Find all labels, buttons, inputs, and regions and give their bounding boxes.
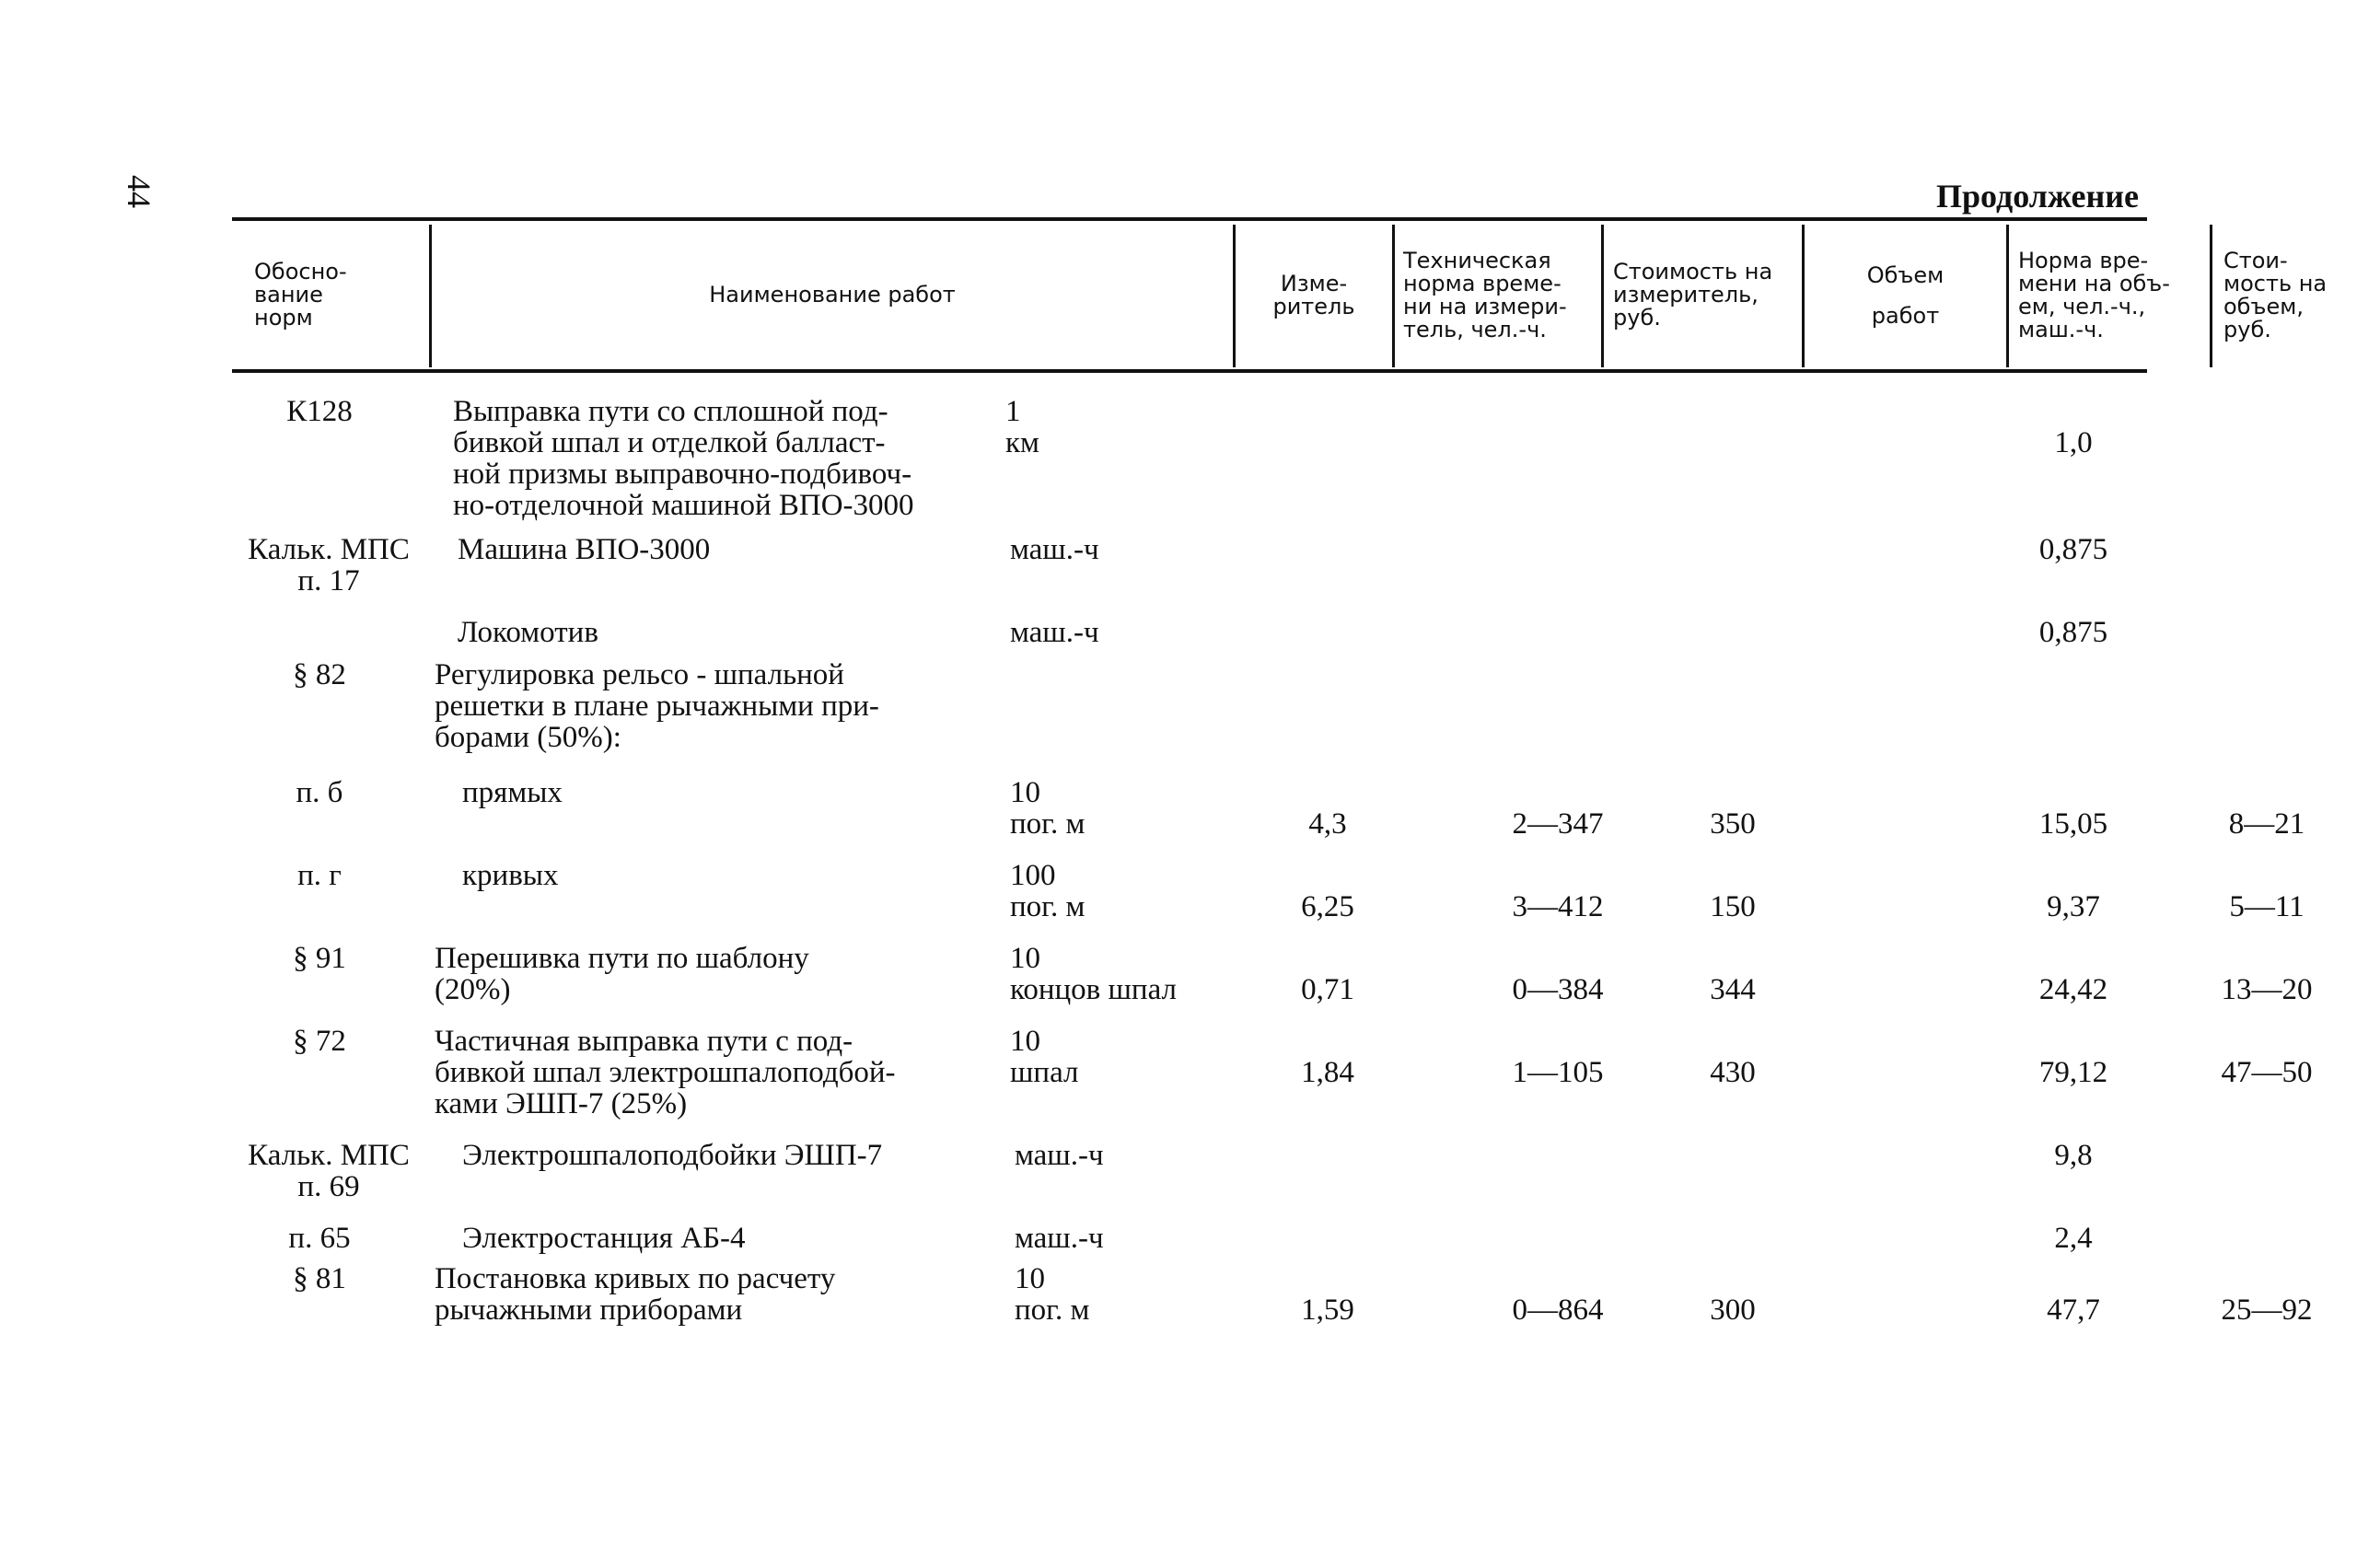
table-row	[232, 1262, 2313, 1346]
table-row	[232, 859, 2305, 943]
table-row	[232, 396, 2147, 534]
cell-work-name: Регулировка рельсо - шпальной решетки в плане рычажными при- борами (50%):	[435, 658, 879, 754]
cell-meter: маш.-ч	[1015, 1222, 1104, 1255]
cell-time-norm: 0,875	[2038, 533, 2108, 566]
cell-cost-unit: 1—105	[1512, 1056, 1604, 1089]
cell-basis: п. 65	[288, 1222, 351, 1255]
cell-volume: 430	[1710, 1056, 1756, 1089]
cell-time-norm: 9,8	[2054, 1139, 2093, 1172]
header-cost-total: Стои- мость на объем, руб.	[2223, 247, 2328, 342]
cell-cost-unit: 2—347	[1512, 807, 1604, 841]
cell-meter: 10 пог. м	[1015, 1262, 1090, 1327]
cell-cost-total: 8—21	[2228, 807, 2305, 841]
cell-cost-total: 5—11	[2229, 890, 2305, 923]
column-divider	[2006, 225, 2009, 367]
table-header	[232, 221, 2328, 369]
column-divider	[1392, 225, 1395, 367]
cell-cost-total: 13—20	[2221, 973, 2313, 1006]
cell-tech-norm: 0,71	[1301, 973, 1354, 1006]
cell-cost-unit: 0—864	[1512, 1294, 1604, 1327]
page-number: 44	[121, 175, 157, 208]
cell-time-norm: 2,4	[2054, 1222, 2093, 1255]
table-row	[232, 1223, 2147, 1263]
cell-basis: Кальк. МПС п. 69	[248, 1139, 410, 1203]
cell-work-name: Электрошпалоподбойки ЭШП-7	[462, 1139, 883, 1172]
cell-basis: § 81	[293, 1262, 346, 1295]
cell-meter: 1 км	[1005, 395, 1039, 459]
table-row	[232, 776, 2305, 860]
cell-work-name: Выправка пути со сплошной под- бивкой шпал и отделкой баллаcт- ной призмы выправочно-подбивоч- но-отделочной машиной ВПО-3000	[453, 395, 914, 522]
cell-tech-norm: 4,3	[1308, 807, 1347, 841]
cell-cost-total: 47—50	[2221, 1056, 2313, 1089]
cell-cost-unit: 3—412	[1512, 890, 1604, 923]
cell-tech-norm: 6,25	[1301, 890, 1354, 923]
table-row	[232, 1025, 2313, 1140]
cell-tech-norm: 1,84	[1301, 1056, 1354, 1089]
column-divider	[2210, 225, 2212, 367]
header-cost-unit: Стоимость на измеритель, руб.	[1613, 259, 1773, 331]
cell-meter: маш.-ч	[1010, 533, 1099, 566]
table-row	[232, 659, 2147, 777]
cell-volume: 150	[1710, 890, 1756, 923]
header-volume: Объем работ	[1866, 261, 1945, 329]
cell-basis: § 82	[293, 658, 346, 691]
cell-volume: 300	[1710, 1294, 1756, 1327]
cell-work-name: кривых	[462, 859, 559, 892]
cell-time-norm: 9,37	[2047, 890, 2100, 923]
cell-time-norm: 15,05	[2038, 807, 2108, 841]
header-time-norm: Норма вре- мени на объ- ем, чел.-ч., маш.-ч.	[2018, 247, 2170, 342]
cell-time-norm: 47,7	[2047, 1294, 2100, 1327]
cell-work-name: прямых	[462, 776, 563, 809]
cell-basis: п. г	[297, 859, 342, 892]
column-divider	[1601, 225, 1604, 367]
cell-time-norm: 1,0	[2054, 426, 2093, 459]
cell-meter: маш.-ч	[1010, 616, 1099, 649]
cell-basis: Кальк. МПС п. 17	[248, 533, 410, 597]
cell-meter: маш.-ч	[1015, 1139, 1104, 1172]
cell-basis: § 72	[293, 1025, 346, 1058]
cell-work-name: Частичная выправка пути с под- бивкой шпал электрошпалоподбой- ками ЭШП-7 (25%)	[435, 1025, 896, 1120]
cell-meter: 100 пог. м	[1010, 859, 1086, 923]
cell-meter: 10 шпал	[1010, 1025, 1079, 1089]
cell-work-name: Локомотив	[458, 616, 598, 649]
cell-work-name: Перешивка пути по шаблону (20%)	[435, 942, 809, 1006]
table-body	[232, 395, 2313, 1346]
cell-time-norm: 24,42	[2038, 973, 2108, 1006]
table-row	[232, 617, 2147, 659]
header-basis: Обосно- вание норм	[254, 259, 347, 331]
cell-cost-unit: 0—384	[1512, 973, 1604, 1006]
header-tech-norm: Техническая норма време- ни на измери- тель, чел.-ч.	[1403, 247, 1567, 342]
continuation-label: Продолжение	[1936, 178, 2139, 215]
cell-tech-norm: 1,59	[1301, 1294, 1354, 1327]
table-header-rule	[232, 369, 2147, 373]
cell-volume: 350	[1710, 807, 1756, 841]
cell-basis: К128	[286, 395, 353, 428]
cell-work-name: Электростанция АБ-4	[462, 1222, 746, 1255]
cell-meter: 10 концов шпал	[1010, 942, 1177, 1006]
header-meter: Изме- ритель	[1272, 270, 1355, 319]
cell-work-name: Постановка кривых по расчету рычажными приборами	[435, 1262, 836, 1327]
cell-work-name: Машина ВПО-3000	[458, 533, 711, 566]
cell-time-norm: 79,12	[2038, 1056, 2108, 1089]
cell-basis: п. б	[296, 776, 343, 809]
cell-time-norm: 0,875	[2038, 616, 2108, 649]
table-row	[232, 1140, 2147, 1223]
cell-basis: § 91	[293, 942, 346, 975]
cell-cost-total: 25—92	[2221, 1294, 2313, 1327]
header-work-name: Наименование работ	[709, 282, 956, 307]
cell-volume: 344	[1710, 973, 1756, 1006]
cell-meter: 10 пог. м	[1010, 776, 1086, 841]
table-row	[232, 534, 2147, 617]
table-row	[232, 942, 2313, 1026]
